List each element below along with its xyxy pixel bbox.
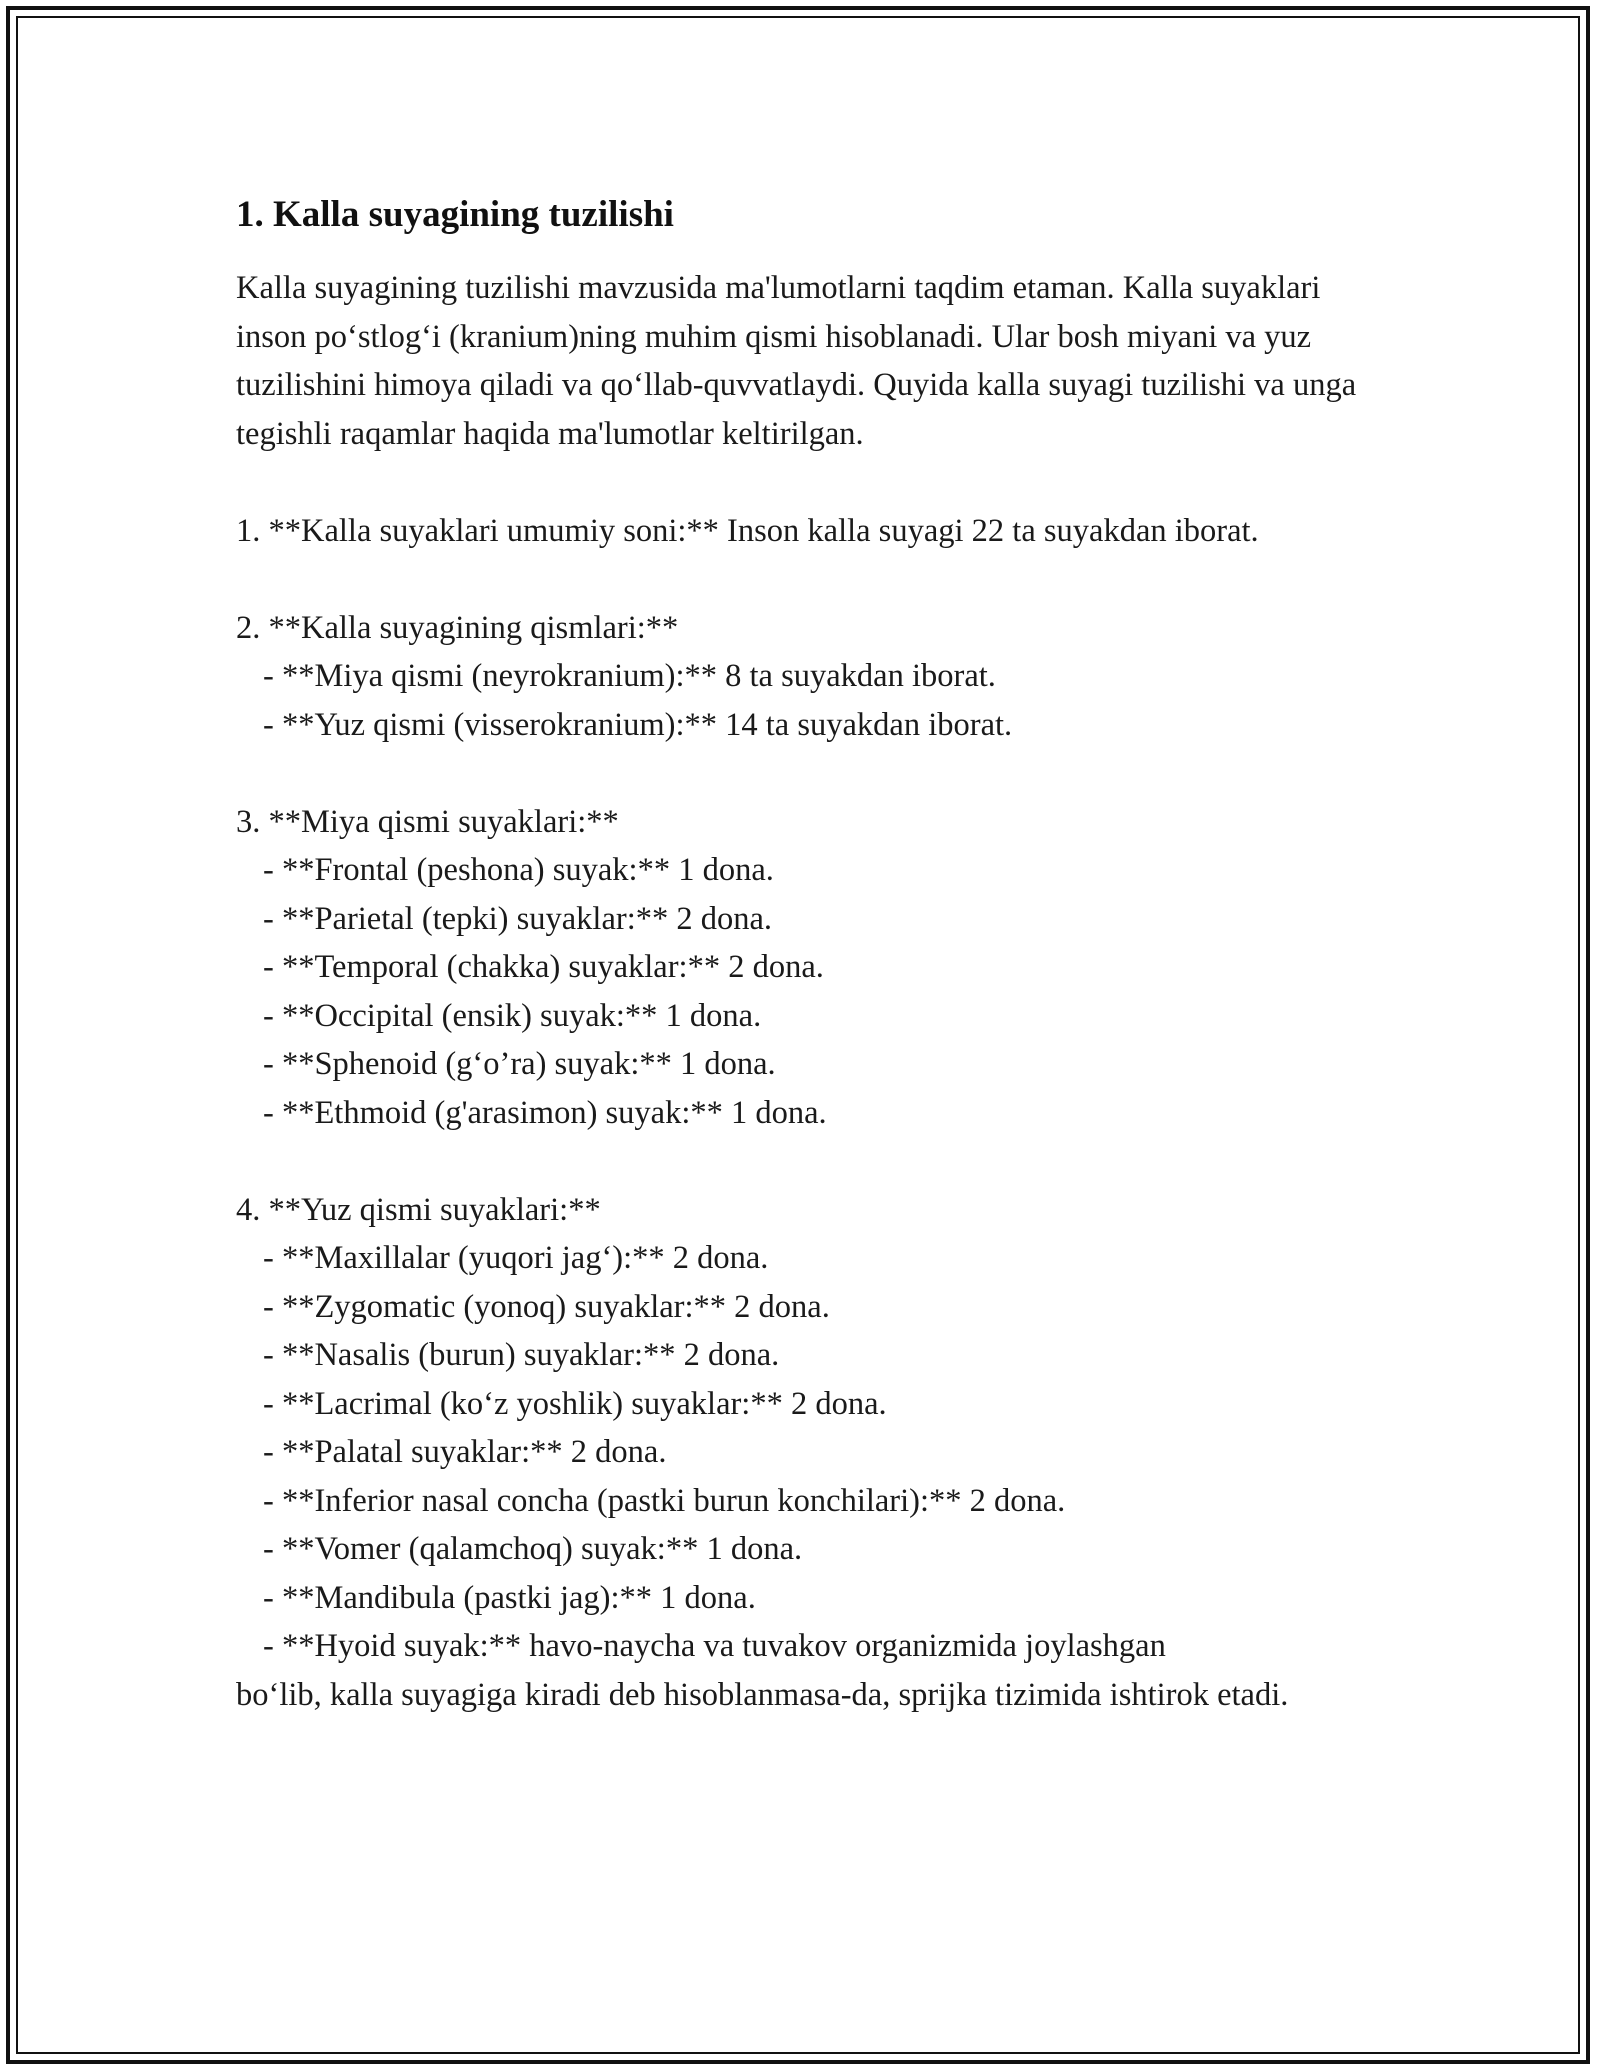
list-item: - **Mandibula (pastki jag):** 1 dona. <box>263 1579 756 1616</box>
spacer <box>236 458 1366 507</box>
document-body <box>236 184 1366 1719</box>
spacer <box>236 749 1366 798</box>
list-item: - **Ethmoid (g'arasimon) suyak:** 1 dona. <box>263 1094 827 1131</box>
list-item: - **Vomer (qalamchoq) suyak:** 1 dona. <box>263 1531 803 1567</box>
list-item: - **Palatal suyaklar:** 2 dona. <box>263 1434 667 1470</box>
section-3-heading: 3. **Miya qismi suyaklari:** <box>236 803 619 840</box>
list-item: - **Sphenoid (g‘o’ra) suyak:** 1 dona. <box>263 1046 776 1082</box>
list-item: - **Inferior nasal concha (pastki burun konchilari):** 2 dona. <box>263 1482 1066 1519</box>
page-title: 1. Kalla suyagining tuzilishi <box>236 194 674 235</box>
spacer <box>236 1137 1366 1186</box>
hyoid-continuation: bo‘lib, kalla suyagiga kiradi deb hisoblanmasa-da, sprijka tizimida ishtirok etadi. <box>236 1676 1289 1713</box>
list-item: - **Frontal (peshona) suyak:** 1 dona. <box>263 852 774 888</box>
list-item: - **Parietal (tepki) suyaklar:** 2 dona. <box>263 900 773 937</box>
section-2-heading: 2. **Kalla suyagining qismlari:** <box>236 609 679 646</box>
section-4-heading: 4. **Yuz qismi suyaklari:** <box>236 1191 601 1228</box>
spacer <box>236 555 1366 604</box>
list-item: - **Nasalis (burun) suyaklar:** 2 dona. <box>263 1337 780 1373</box>
hyoid-item: - **Hyoid suyak:** havo-naycha va tuvakov organizmida joylashgan <box>263 1628 1166 1664</box>
list-item: - **Zygomatic (yonoq) suyaklar:** 2 dona. <box>263 1288 830 1325</box>
list-item: - **Lacrimal (ko‘z yoshlik) suyaklar:** 2 dona. <box>263 1385 887 1422</box>
intro-paragraph: Kalla suyagining tuzilishi mavzusida ma'lumotlarni taqdim etaman. Kalla suyaklari inson po‘stlog‘i (kranium)ning muhim qismi hisoblanadi. Ular bosh miyani va yuz tuzilishini himoya qiladi va qo‘llab-quvvatlaydi. Quyida kalla suyagi tuzilishi va unga tegishli raqamlar haqida ma'lumotlar keltirilgan. <box>236 270 1365 452</box>
list-item: - **Miya qismi (neyrokranium):** 8 ta suyakdan iborat. <box>263 658 996 694</box>
list-item: - **Yuz qismi (visserokranium):** 14 ta suyakdan iborat. <box>263 706 1013 743</box>
list-item: - **Temporal (chakka) suyaklar:** 2 dona. <box>263 949 824 985</box>
section-1-text: 1. **Kalla suyaklari umumiy soni:** Inson kalla suyagi 22 ta suyakdan iborat. <box>236 512 1259 549</box>
list-item: - **Maxillalar (yuqori jag‘):** 2 dona. <box>263 1240 769 1276</box>
list-item: - **Occipital (ensik) suyak:** 1 dona. <box>263 997 762 1034</box>
